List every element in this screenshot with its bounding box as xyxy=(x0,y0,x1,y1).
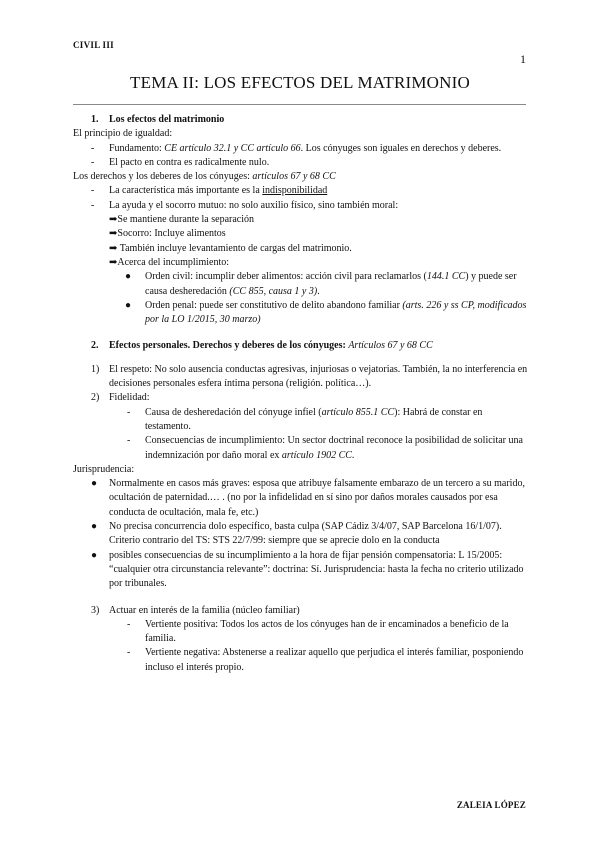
bullet-icon: ● xyxy=(91,549,98,561)
dash-bullet: - xyxy=(127,647,131,659)
desheredacion-item: - Causa de desheredación del cónyuge infiel (artículo 855.1 CC): Habrá de constar en testamento. xyxy=(73,406,528,435)
jurisprudencia-label: Jurisprudencia: xyxy=(73,463,135,475)
arrow-icon: ➡ xyxy=(109,242,118,254)
derechos-line: Los derechos y los deberes de los cónyuges: artículos 67 y 68 CC xyxy=(73,171,336,183)
caracteristica-item: - La característica más importante es la indisponibilidad xyxy=(73,184,528,198)
dash-bullet: - xyxy=(127,618,131,630)
section-2-heading: 2. Efectos personales. Derechos y deberes de los cónyuges: Artículos 67 y 68 CC xyxy=(91,340,433,352)
vertiente-negativa-item: - Vertiente negativa: Abstenerse a realizar aquello que perjudica el interés familiar, posponiendo incluso el interés propio. xyxy=(73,646,528,675)
respeto-item: 1) El respeto: No solo ausencia conductas agresivas, injuriosas o vejatorias. También, la no interferencia en decisiones personales esfera íntima persona (religión. política…). xyxy=(91,363,528,390)
arrow-icon: ➡ xyxy=(109,228,118,240)
jurisprudencia-item: ● No precisa concurrencia dolo específico, basta culpa (SAP Cádiz 3/4/07, SAP Barcelona 16/1/07). Criterio contrario del TS: STS 22/7/99: siempre que se aprecie dolo en la conducta xyxy=(73,520,528,549)
arrow-item: ➡Socorro: Incluye alimentos xyxy=(109,228,226,240)
page-title: TEMA II: LOS EFECTOS DEL MATRIMONIO xyxy=(130,73,470,92)
orden-penal-item: ● Orden penal: puede ser constitutivo de delito abandono familiar (arts. 226 y ss CP, modificados por la LO 1/2015, 30 marzo) xyxy=(73,299,528,328)
fundamento-item: - Fundamento: CE artículo 32.1 y CC artículo 66. Los cónyuges son iguales en derechos y deberes. xyxy=(73,142,528,156)
dash-bullet: - xyxy=(127,435,131,447)
document-body xyxy=(73,113,528,675)
bullet-icon: ● xyxy=(91,521,98,533)
section-1-heading: 1. Los efectos del matrimonio xyxy=(91,114,225,125)
ayuda-item: - La ayuda y el socorro mutuo: no solo auxilio físico, sino también moral: xyxy=(73,199,528,213)
dash-bullet: - xyxy=(127,406,131,418)
header-subject: CIVIL III xyxy=(73,40,114,50)
dash-bullet: - xyxy=(91,199,95,211)
vertiente-positiva-item: - Vertiente positiva: Todos los actos de los cónyuges han de ir encaminados a beneficio de la familia. xyxy=(73,618,528,647)
dash-bullet: - xyxy=(91,185,95,197)
bullet-icon: ● xyxy=(125,299,132,311)
bullet-icon: ● xyxy=(91,478,98,490)
arrow-item: ➡ También incluye levantamiento de cargas del matrimonio. xyxy=(109,242,352,254)
arrow-item: ➡Se mantiene durante la separación xyxy=(109,214,254,226)
orden-civil-item: ● Orden civil: incumplir deber alimentos: acción civil para reclamarlos (144.1 CC) y puede ser causa desheredación (CC 855, causa 1 y 3). xyxy=(73,270,528,299)
fidelidad-item: 2) Fidelidad: xyxy=(91,392,150,404)
dash-bullet: - xyxy=(91,156,95,168)
interes-familia-item: 3) Actuar en interés de la familia (núcleo familiar) xyxy=(91,604,300,616)
title-divider xyxy=(73,104,526,105)
arrow-icon: ➡ xyxy=(109,256,118,268)
pacto-item: - El pacto en contra es radicalmente nulo. xyxy=(73,156,528,170)
jurisprudencia-item: ● Normalmente en casos más graves: esposa que atribuye falsamente embarazo de un tercero a su marido, ocultación de paternidad.… . (no por la infidelidad en sí sino por daños morales causados por esa conducta de ocultación, mala fe, etc.) xyxy=(73,477,528,520)
arrow-item: ➡Acerca del incumplimiento: xyxy=(109,256,230,268)
jurisprudencia-item: ● posibles consecuencias de su incumplimiento a la hora de fijar pensión compensatoria: L 15/2005: “cualquier otra circunstancia relevante”: doctrina: Sí. Jurisprudencia: hasta la fecha no criterio utilizado por tribunales. xyxy=(73,549,528,592)
footer-author: ZALEIA LÓPEZ xyxy=(456,800,526,810)
incumplimiento-item: - Consecuencias de incumplimiento: Un sector doctrinal reconoce la posibilidad de solicitar una indemnización por daño moral ex artículo 1902 CC. xyxy=(73,434,528,463)
arrow-icon: ➡ xyxy=(109,214,118,226)
igualdad-line: El principio de igualdad: xyxy=(73,128,173,140)
dash-bullet: - xyxy=(91,142,95,154)
arrow-list xyxy=(73,213,528,270)
page-number: 1 xyxy=(520,52,526,66)
bullet-icon: ● xyxy=(125,271,132,283)
